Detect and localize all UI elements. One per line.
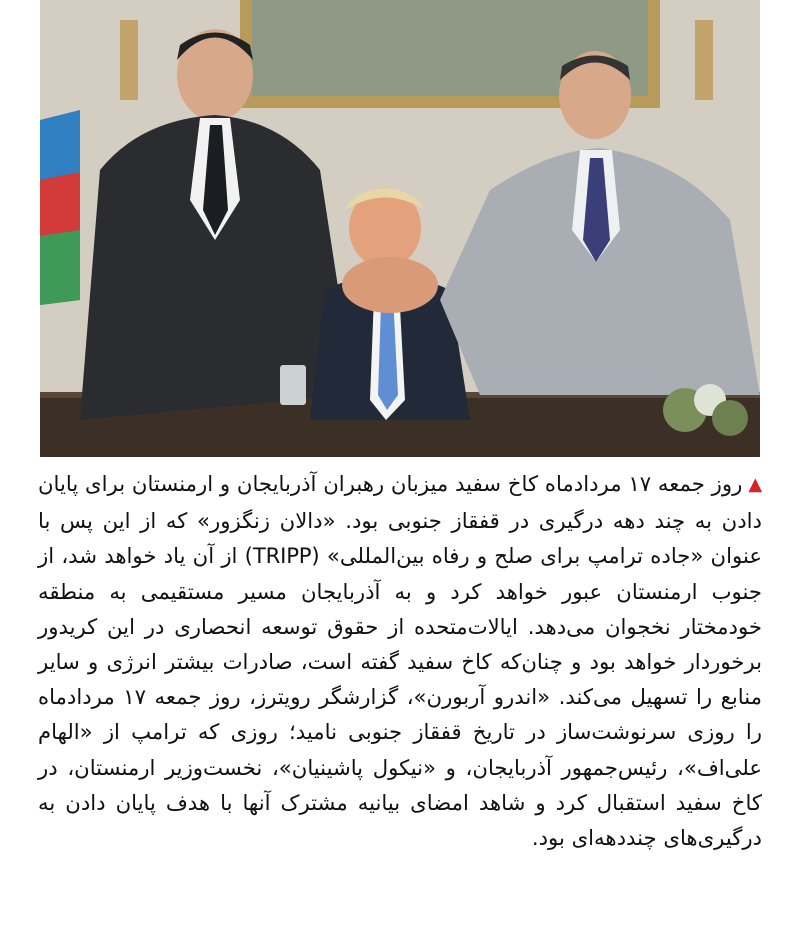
news-photo (40, 0, 760, 457)
caption-text: روز جمعه ۱۷ مردادماه کاخ سفید میزبان رهبران آذربایجان و ارمنستان برای پایان دادن به چند دهه درگیری در قفقاز جنوبی بود. «دالان زنگزور» که از این پس با عنوان «جاده ترامپ برای صلح و رفاه بین‌المللی» (TRIPP) از آن یاد خواهد شد، از جنوب ارمنستان عبور خواهد کرد و به آذربایجان مسیر مستقیمی به منطقه خودمختار نخجوان می‌دهد. ایالات‌متحده از حقوق توسعه انحصاری در این کریدور برخوردار خواهد بود و چنان‌که کاخ سفید گفته است، صادرات بیشتر انرژی و سایر منابع را تسهیل می‌کند. «اندرو آربورن»، گزارشگر رویترز، روز جمعه ۱۷ مردادماه را روزی سرنوشت‌ساز در تاریخ قفقاز جنوبی نامید؛ روزی که ترامپ از «الهام علی‌اف»، رئیس‌جمهور آذربایجان، و «نیکول پاشینیان»، نخست‌وزیر ارمنستان، در کاخ سفید استقبال کرد و شاهد امضای بیانیه مشترک آنها با هدف پایان دادن به درگیری‌های چنددهه‌ای بود. (38, 471, 763, 851)
photo-caption (38, 466, 762, 855)
red-triangle-icon: ▲ (748, 474, 762, 495)
photo-illustration (40, 0, 760, 457)
